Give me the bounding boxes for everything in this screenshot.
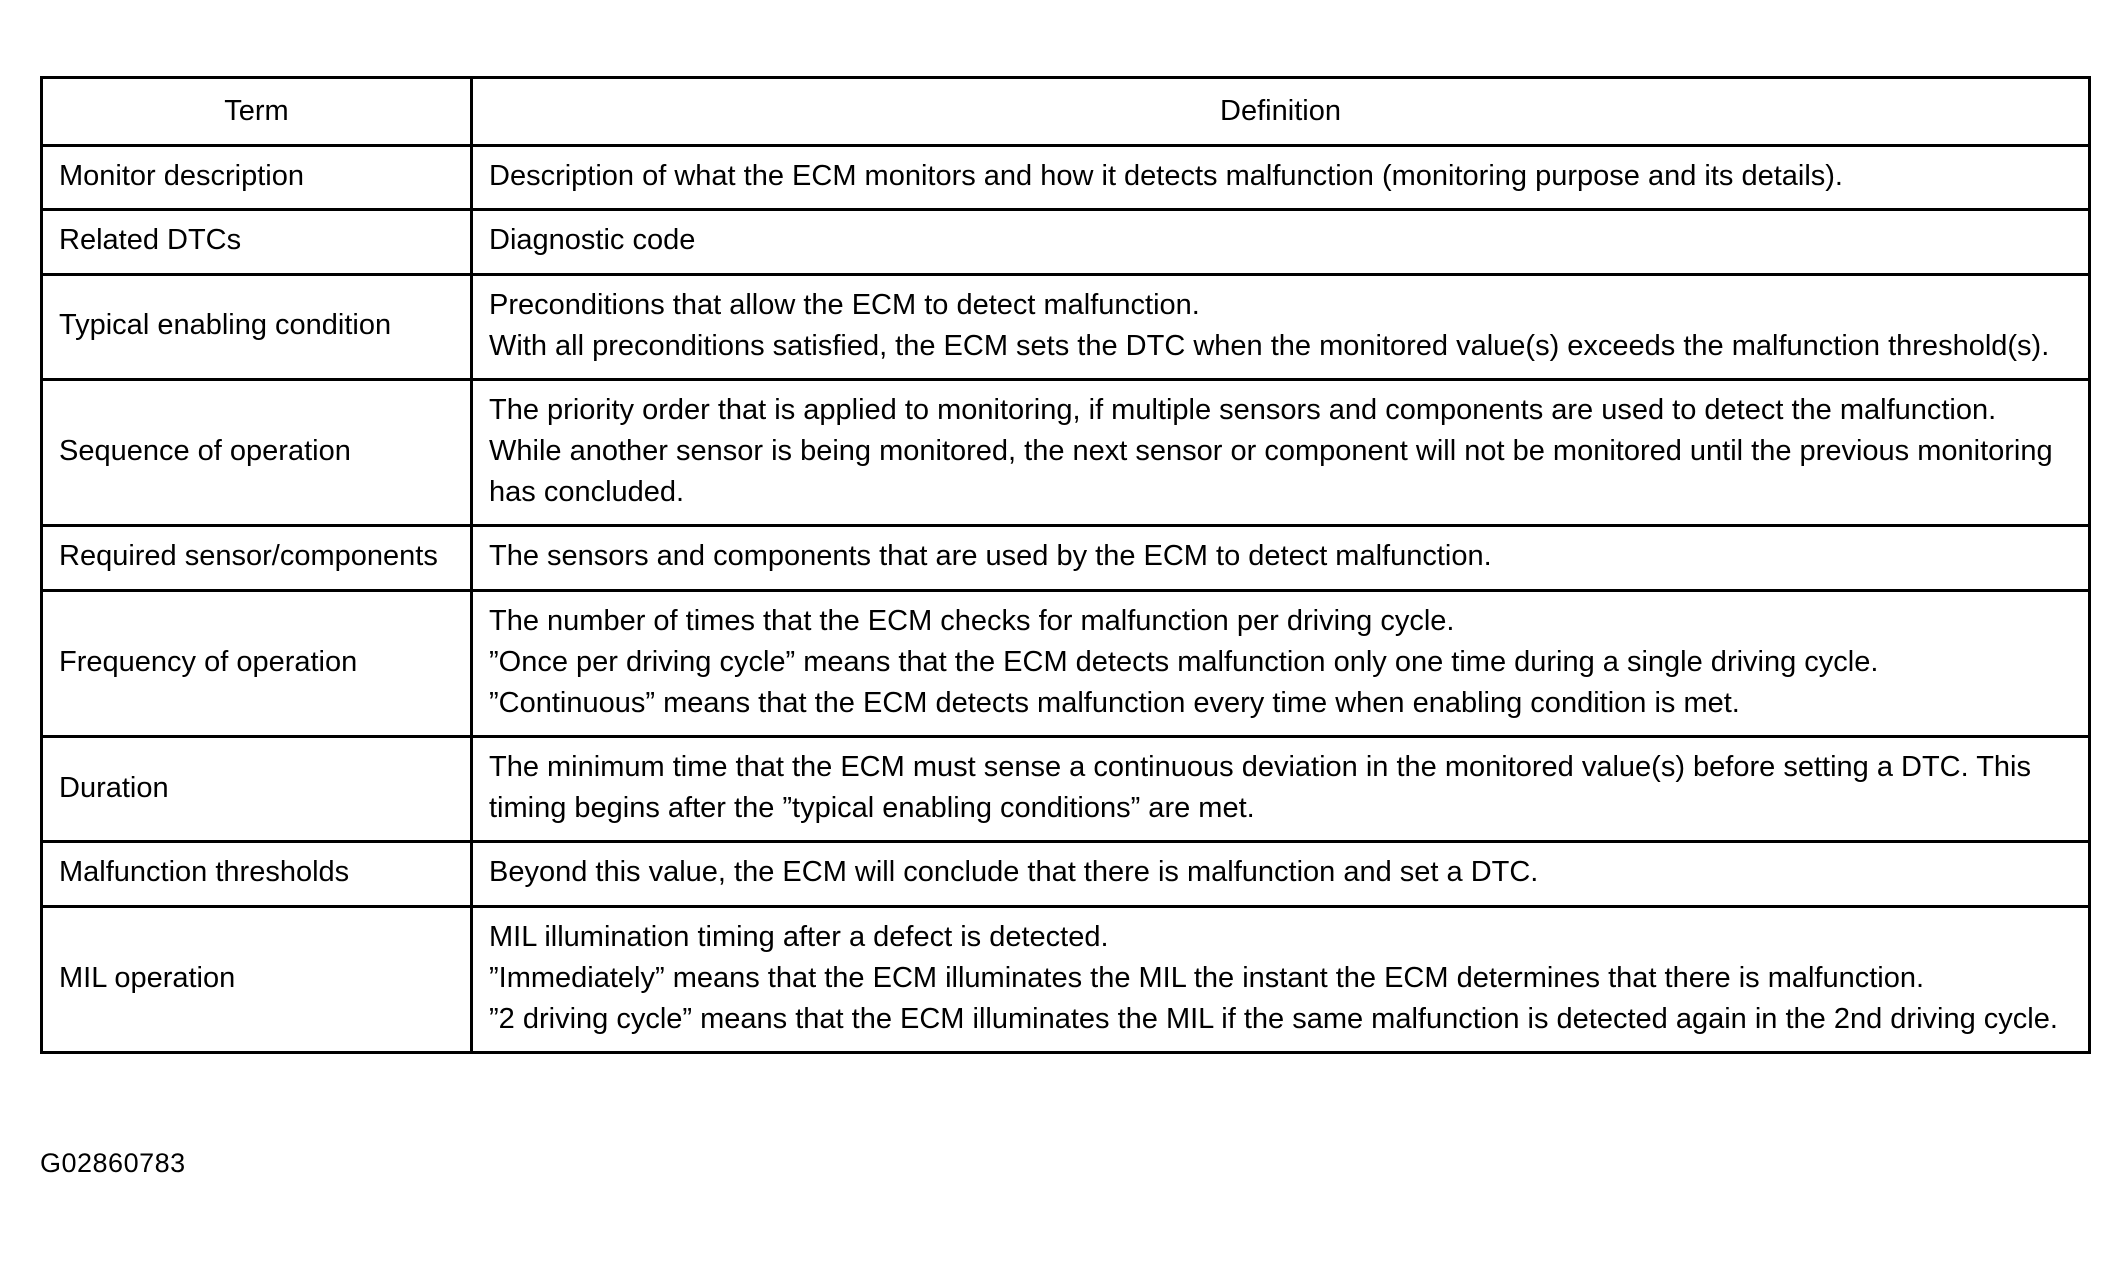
table-row <box>42 590 2090 737</box>
column-header-term: Term <box>42 78 472 146</box>
definition-cell <box>472 590 2090 737</box>
term-cell: Typical enabling condition <box>42 274 472 379</box>
table-row <box>42 210 2090 274</box>
definition-line: Beyond this value, the ECM will conclude that there is malfunction and set a DTC. <box>489 856 1539 889</box>
term-cell: Related DTCs <box>42 210 472 274</box>
table-row <box>42 906 2090 1053</box>
definition-line: Diagnostic code <box>489 224 696 257</box>
definition-cell <box>472 906 2090 1053</box>
figure-code: G02860783 <box>40 1148 186 1178</box>
definition-cell <box>472 274 2090 379</box>
definition-cell <box>472 379 2090 526</box>
table-row <box>42 146 2090 210</box>
table-header-row <box>42 78 2090 146</box>
definition-line: The minimum time that the ECM must sense a continuous deviation in the monitored value(s) before setting a DTC. This timing begins after the ”typical enabling conditions” are met. <box>489 751 2031 825</box>
definition-line: ”Immediately” means that the ECM illuminates the MIL the instant the ECM determines that there is malfunction. <box>489 961 1925 994</box>
term-cell: Duration <box>42 737 472 842</box>
term-cell: Sequence of operation <box>42 379 472 526</box>
term-cell: Frequency of operation <box>42 590 472 737</box>
definition-line: With all preconditions satisfied, the ECM sets the DTC when the monitored value(s) exceeds the malfunction threshold(s). <box>489 329 2050 362</box>
term-cell: MIL operation <box>42 906 472 1053</box>
table-row <box>42 274 2090 379</box>
column-header-definition: Definition <box>472 78 2090 146</box>
definition-line: While another sensor is being monitored, the next sensor or component will not be monitored until the previous monitoring has concluded. <box>489 435 2053 509</box>
term-cell: Monitor description <box>42 146 472 210</box>
definition-line: The sensors and components that are used by the ECM to detect malfunction. <box>489 540 1492 573</box>
glossary-table <box>40 76 2091 1054</box>
table-row <box>42 737 2090 842</box>
definition-cell <box>472 526 2090 590</box>
definition-cell <box>472 842 2090 906</box>
table-row <box>42 842 2090 906</box>
definition-line: ”Continuous” means that the ECM detects malfunction every time when enabling condition is met. <box>489 686 1740 719</box>
definition-line: The priority order that is applied to monitoring, if multiple sensors and components are used to detect the malfunction. <box>489 393 1997 426</box>
definition-cell <box>472 210 2090 274</box>
definition-cell <box>472 146 2090 210</box>
definition-line: The number of times that the ECM checks for malfunction per driving cycle. <box>489 604 1455 637</box>
definition-line: Preconditions that allow the ECM to detect malfunction. <box>489 288 1200 321</box>
term-cell: Required sensor/components <box>42 526 472 590</box>
glossary-table-container <box>40 76 2088 1054</box>
definition-line: MIL illumination timing after a defect is detected. <box>489 920 1109 953</box>
definition-line: ”2 driving cycle” means that the ECM illuminates the MIL if the same malfunction is detected again in the 2nd driving cycle. <box>489 1002 2058 1035</box>
table-row <box>42 526 2090 590</box>
table-body <box>42 146 2090 1053</box>
table-row <box>42 379 2090 526</box>
definition-line: Description of what the ECM monitors and how it detects malfunction (monitoring purpose and its details). <box>489 160 1843 193</box>
definition-cell <box>472 737 2090 842</box>
term-cell: Malfunction thresholds <box>42 842 472 906</box>
definition-line: ”Once per driving cycle” means that the ECM detects malfunction only one time during a single driving cycle. <box>489 645 1879 678</box>
